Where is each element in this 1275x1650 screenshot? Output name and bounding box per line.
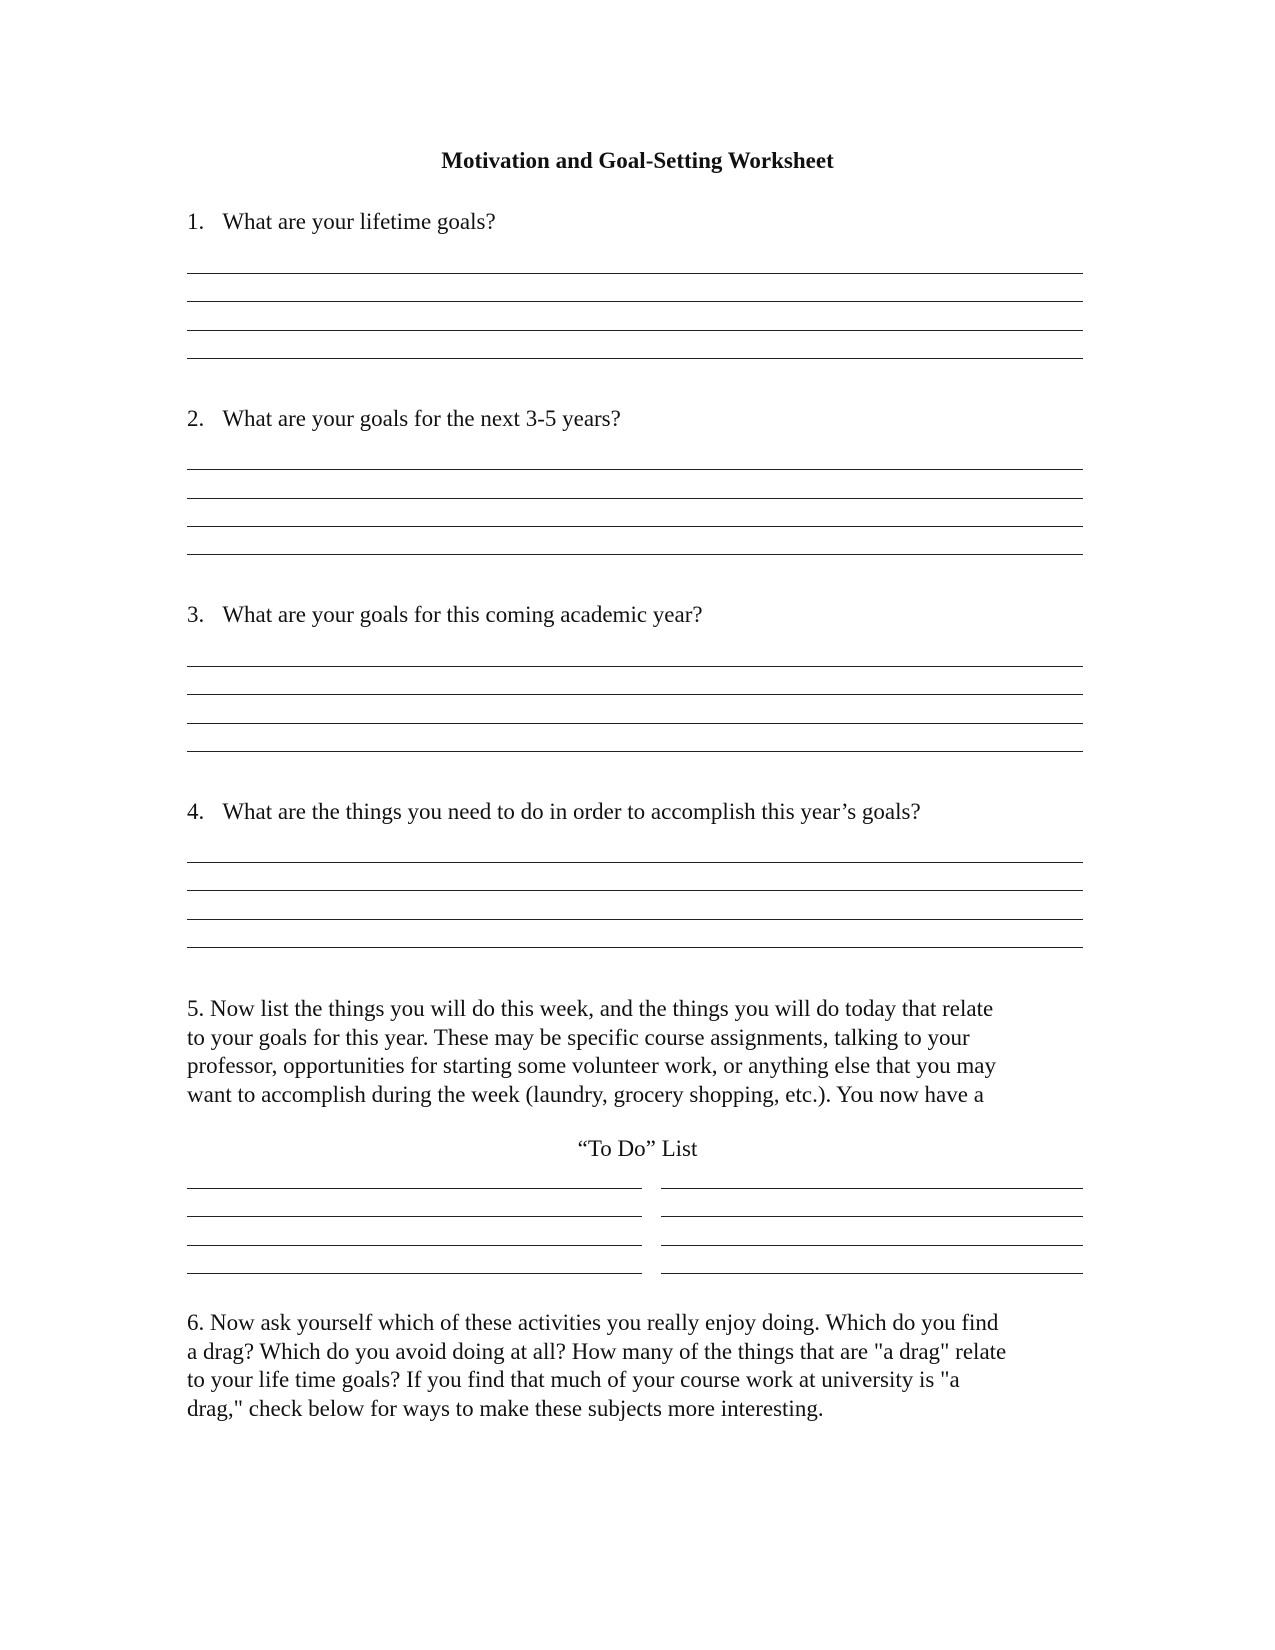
todo-line-left[interactable] [187,1188,642,1189]
answer-line[interactable] [187,526,1083,527]
answer-line[interactable] [187,751,1083,752]
todo-list-title: “To Do” List [577,1136,698,1161]
todo-line-right[interactable] [661,1188,1083,1189]
answer-line[interactable] [187,947,1083,948]
todo-line-left[interactable] [187,1216,642,1217]
todo-line-left[interactable] [187,1273,642,1274]
question-2-text: What are your goals for the next 3-5 years? [222,406,621,431]
question-5-line: 5. Now list the things you will do this week, and the things you will do today that relate [187,996,994,1021]
question-5-line: professor, opportunities for starting some volunteer work, or anything else that you may [187,1053,997,1078]
answer-line[interactable] [187,330,1083,331]
question-6-line: to your life time goals? If you find that much of your course work at university is "a [187,1367,960,1392]
todo-line-right[interactable] [661,1273,1083,1274]
question-4-text: What are the things you need to do in order to accomplish this year’s goals? [222,799,921,824]
question-6-line: drag," check below for ways to make these subjects more interesting. [187,1395,824,1421]
answer-line[interactable] [187,301,1083,302]
page-title: Motivation and Goal-Setting Worksheet [441,148,834,173]
answer-line[interactable] [187,919,1083,920]
answer-line[interactable] [187,890,1083,891]
question-4 [187,798,921,826]
answer-line[interactable] [187,723,1083,724]
question-2 [187,405,621,433]
answer-line[interactable] [187,273,1083,274]
todo-line-right[interactable] [661,1216,1083,1217]
question-6-paragraph [187,1309,1067,1423]
question-2-number: 2. [187,406,205,431]
question-5-line: want to accomplish during the week (laundry, grocery shopping, etc.). You now have a [187,1081,984,1107]
question-1-text: What are your lifetime goals? [222,209,496,234]
question-1 [187,208,496,236]
question-6-line: 6. Now ask yourself which of these activities you really enjoy doing. Which do you find [187,1310,999,1335]
question-5-line: to your goals for this year. These may be specific course assignments, talking to your [187,1024,970,1050]
answer-line[interactable] [187,498,1083,499]
answer-line[interactable] [187,554,1083,555]
question-6-line: a drag? Which do you avoid doing at all? How many of the things that are "a drag" relate [187,1338,1007,1364]
todo-line-left[interactable] [187,1245,642,1246]
question-1-number: 1. [187,209,205,234]
todo-line-right[interactable] [661,1245,1083,1246]
question-3-text: What are your goals for this coming academic year? [222,602,703,627]
question-3 [187,601,703,629]
answer-line[interactable] [187,469,1083,470]
answer-line[interactable] [187,666,1083,667]
answer-line[interactable] [187,862,1083,863]
answer-line[interactable] [187,358,1083,359]
answer-line[interactable] [187,694,1083,695]
question-3-number: 3. [187,602,205,627]
question-4-number: 4. [187,799,205,824]
question-5-paragraph [187,995,1067,1109]
